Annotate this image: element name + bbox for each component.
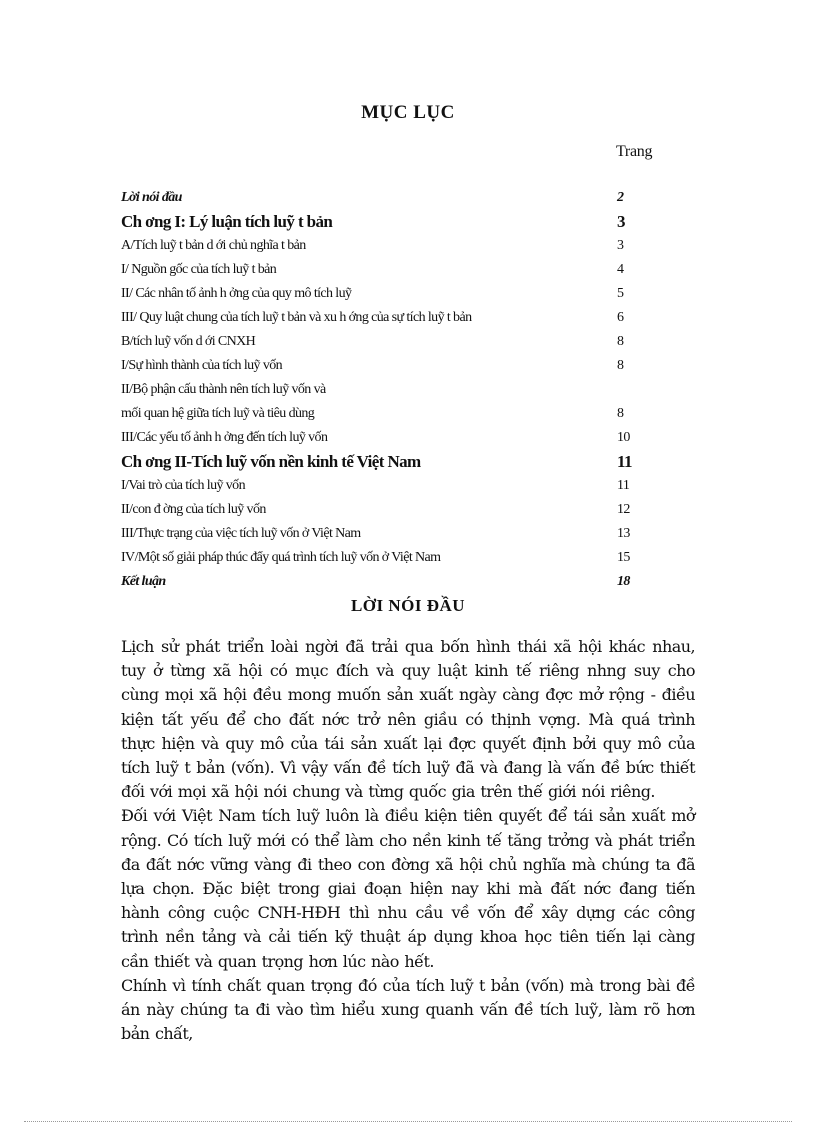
toc-entry-label: Ch ơng I: Lý luận tích luỹ t bản — [121, 212, 333, 231]
introduction-paragraph: Đối với Việt Nam tích luỹ luôn là điều kiện tiên quyết để tái sản xuất mở rộng. Có tích luỹ mới có thể làm cho nền kinh tế tăng trởng và phát triển đa đất nớc vững vàng đi theo con đờng xã hội chủ nghĩa mà chúng ta đã lựa chọn. Đặc biệt trong giai đoạn hiện nay khi mà đất nớc đang tiến hành công cuộc CNH-HĐH thì nhu cầu về vốn để xây dựng các công trình nền tảng và cải tiến kỹ thuật áp dụng khoa học tiên tiến lại càng cần thiết và quan trọng hơn lúc nào hết. — [121, 806, 695, 971]
toc-entry-page: 2 — [617, 190, 624, 205]
toc-entry-page: 10 — [617, 430, 630, 445]
page-bottom-rule — [24, 1121, 792, 1122]
toc-entry[interactable] — [121, 306, 681, 330]
toc-entry-label: mối quan hệ giữa tích luỹ và tiêu dùng — [121, 406, 315, 421]
toc-entry-label: II/Bộ phận cấu thành nên tích luỹ vốn và — [121, 382, 326, 397]
toc-entry-label: III/Thực trạng của việc tích luỹ vốn ở Việt Nam — [121, 526, 361, 541]
toc-entry-page: 8 — [617, 334, 624, 349]
toc-entry[interactable] — [121, 378, 681, 402]
introduction-paragraph: Lịch sử phát triển loài ngời đã trải qua bốn hình thái xã hội khác nhau, tuy ở từng xã hội có mục đích và quy luật kinh tế riêng nhng suy cho cùng mọi xã hội đều mong muốn sản xuất ngày càng đợc mở rộng - điều kiện tất yếu để cho đất nớc trở nên giầu có thịnh vợng. Mà quá trình thực hiện và quy mô của tái sản xuất lại đợc quyết định bởi quy mô của tích luỹ t bản (vốn). Vì vậy vấn đề tích luỹ đã và đang là vấn đề bức thiết đối với mọi xã hội nói chung và từng quốc gia trên thế giới nói riêng. — [121, 637, 695, 802]
introduction-paragraph: Chính vì tính chất quan trọng đó của tích luỹ t bản (vốn) mà trong bài đề án này chúng ta đi vào tìm hiểu xung quanh vấn đề tích luỹ, làm rõ hơn bản chất, — [121, 975, 695, 1044]
toc-title: MỤC LỤC — [361, 102, 455, 123]
toc-entry-page: 11 — [617, 452, 632, 471]
toc-entry-label: Kết luận — [121, 574, 166, 589]
toc-entry[interactable] — [121, 570, 681, 594]
toc-entry-page: 8 — [617, 406, 624, 421]
toc-entry[interactable] — [121, 282, 681, 306]
toc-entry-label: Lời nói đầu — [121, 190, 182, 205]
toc-entry[interactable] — [121, 546, 681, 570]
toc-entry[interactable] — [121, 234, 681, 258]
toc-entry[interactable] — [121, 498, 681, 522]
toc-entry[interactable] — [121, 522, 681, 546]
toc-entry[interactable] — [121, 186, 681, 210]
toc-entry-page: 3 — [617, 238, 624, 253]
toc-entry-label: II/ Các nhân tố ảnh h ởng của quy mô tích luỹ — [121, 286, 352, 301]
toc-entry-page: 11 — [617, 478, 630, 493]
toc-entry-label: Ch ơng II-Tích luỹ vốn nền kinh tế Việt Nam — [121, 452, 421, 471]
toc-entry-page: 18 — [617, 574, 630, 589]
toc-entry-page: 13 — [617, 526, 630, 541]
toc-entry-page: 4 — [617, 262, 624, 277]
toc-entry-page: 8 — [617, 358, 624, 373]
toc-entry-label: IV/Một số giải pháp thúc đẩy quá trình tích luỹ vốn ở Việt Nam — [121, 550, 441, 565]
toc-entry-page: 3 — [617, 212, 625, 231]
toc-entry-label: II/con đ ờng của tích luỹ vốn — [121, 502, 266, 517]
toc-entry-label: I/Sự hình thành của tích luỹ vốn — [121, 358, 283, 373]
toc-entry-label: III/ Quy luật chung của tích luỹ t bản và xu h ớng của sự tích luỹ t bản — [121, 310, 472, 325]
toc-entry[interactable] — [121, 474, 681, 498]
toc-entry-page: 15 — [617, 550, 630, 565]
toc-entry[interactable] — [121, 330, 681, 354]
toc-page-column-header: Trang — [616, 143, 653, 160]
toc-entry-label: B/tích luỹ vốn d ới CNXH — [121, 334, 256, 349]
toc-entry[interactable] — [121, 402, 681, 426]
toc-entry-page: 6 — [617, 310, 624, 325]
toc-entry-label: I/Vai trò của tích luỹ vốn — [121, 478, 245, 493]
toc-entry-page: 5 — [617, 286, 624, 301]
introduction-body — [121, 635, 695, 1046]
introduction-heading: LỜI NÓI ĐẦU — [350, 596, 466, 615]
toc-entry[interactable] — [121, 354, 681, 378]
toc-entry-page: 12 — [617, 502, 630, 517]
toc-entry[interactable] — [121, 210, 681, 234]
toc-entry[interactable] — [121, 426, 681, 450]
toc-entry-label: I/ Nguồn gốc của tích luỹ t bản — [121, 262, 277, 277]
toc-entry[interactable] — [121, 450, 681, 474]
toc-entry-label: III/Các yếu tố ảnh h ởng đến tích luỹ vốn — [121, 430, 328, 445]
table-of-contents — [121, 186, 681, 594]
toc-entry-label: A/Tích luỹ t bản d ới chủ nghĩa t bản — [121, 238, 306, 253]
toc-entry[interactable] — [121, 258, 681, 282]
